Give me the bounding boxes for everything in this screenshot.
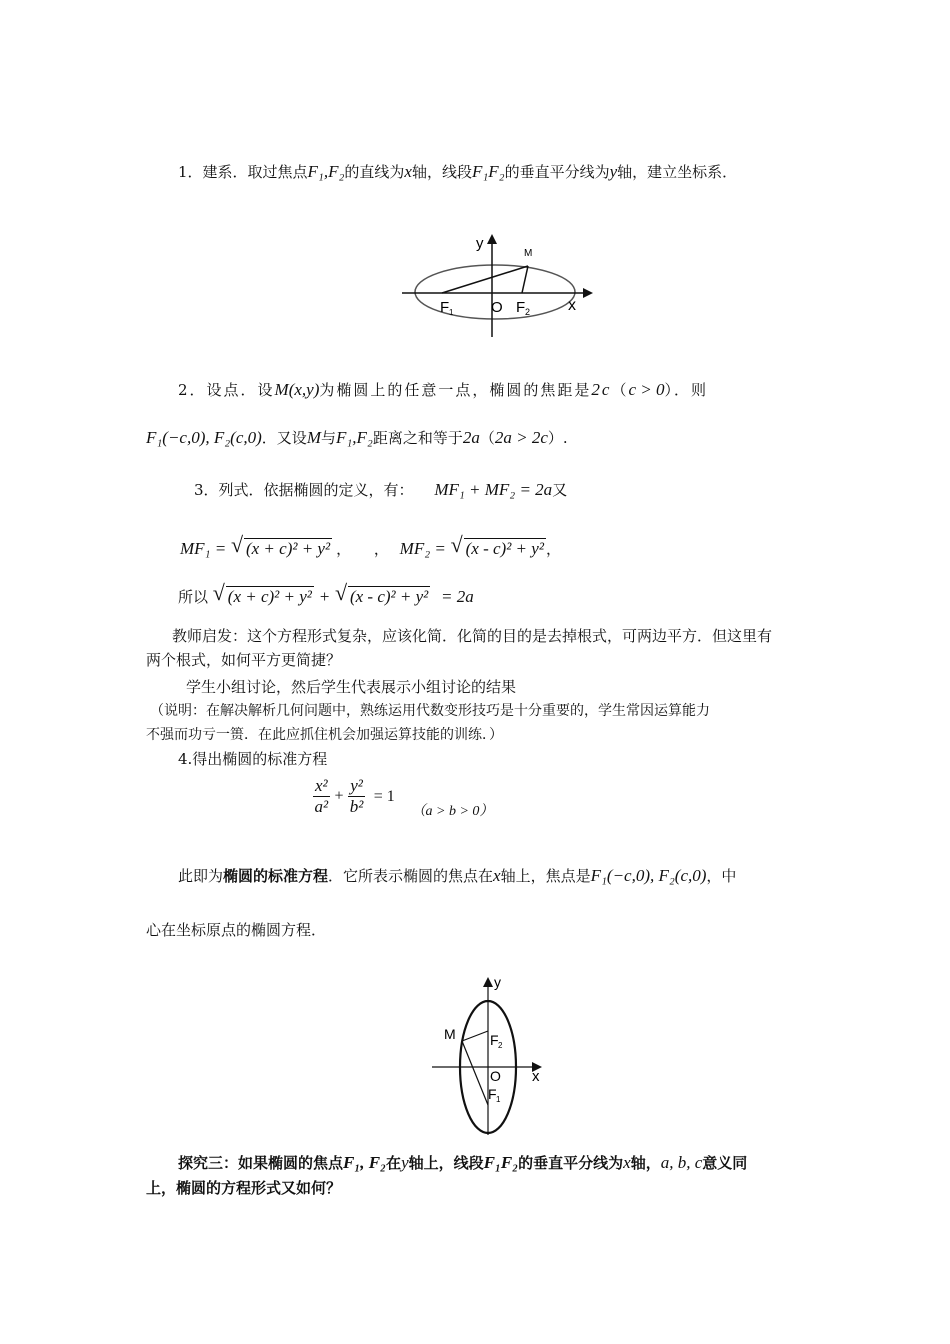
f1-sub: 1 [496,1095,501,1104]
radical-icon: √ [212,580,225,605]
x-var: x [404,162,412,181]
step2-line1 [178,380,708,400]
ellipse-figure-horizontal [400,232,600,342]
y-var: y [401,1153,409,1172]
segment-m-f2 [462,1031,488,1041]
foci-coordinates: F₁(−c,0), F₂(c,0) [146,428,262,447]
f2-sub: 2 [525,307,531,317]
std-text: ．它所表示椭圆的焦点在 [328,867,494,885]
radicand-2: (x - c)² + y² [465,539,544,558]
teacher-hint-line1: 教师启发：这个方程形式复杂，应该化简．化简的目的是去掉根式，可两边平方．但这里有 [172,627,773,645]
denominator-a2: a² [314,797,329,816]
note-line1: （说明：在解决解析几何问题中，熟练运用代数变形技巧是十分重要的，学生常因运算能力 [150,703,710,719]
step1-text: 轴，建立坐标系． [617,163,738,181]
mf2-label: MF₂ = [399,539,446,558]
o-label: O [490,1068,501,1084]
note-line2: 不强而功亏一篑．在此应抓住机会加强运算技能的训练．） [146,727,503,743]
sqrt-term-1 [212,580,314,607]
sqrt-mf2 [450,532,546,559]
explore-text: 轴上，线段 [408,1154,484,1172]
sqrt-term-2 [334,580,430,607]
step2-text: （ [479,429,495,447]
group-discussion: 学生小组讨论，然后学生代表展示小组讨论的结果 [186,678,517,696]
c-condition: c > 0 [628,380,665,399]
segment-label: F₁F₂ [471,162,505,181]
definition-equation: MF₁ + MF₂ = 2a [434,480,553,499]
segment-f1-m [442,266,528,293]
step3-you: 又 [552,481,568,499]
radicand-1: (x + c)² + y² [227,587,312,606]
foci-label: F₁,F₂ [307,162,345,181]
separator: ， [545,540,561,558]
step1-text: 的垂直平分线为 [504,163,610,181]
step2-text: 与 [320,429,336,447]
step1-line [178,162,737,182]
std-text: ，中 [706,867,737,885]
std-bold: 椭圆的标准方程 [223,867,329,885]
foci-label: F₁, F₂ [343,1153,387,1172]
x-arrow-icon [583,288,593,298]
sqrt-mf1 [230,532,332,559]
step3-line [194,480,567,500]
o-label: O [491,299,503,316]
foci-label: F₁,F₂ [336,428,373,447]
distance-formulas [180,532,561,559]
frac-y [348,776,365,817]
f2-sub: 2 [498,1041,503,1050]
segment-label: F₁F₂ [483,1153,519,1172]
f1-label: F [440,299,450,316]
explore-text: 在 [386,1154,402,1172]
x-var: x [623,1153,631,1172]
ellipse-figure-vertical [430,975,560,1135]
condition: （a > b > 0） [411,803,494,819]
separator: ， [373,540,389,558]
denominator-b2: b² [349,797,364,816]
radicand-2: (x - c)² + y² [349,587,429,606]
step1-text: 的直线为 [344,163,405,181]
x-var: x [493,866,501,885]
y-arrow-icon [483,977,493,987]
std-line2: 心在坐标原点的椭圆方程． [146,921,327,939]
frac-x [313,776,330,817]
y-var: y [609,162,618,181]
explore-line1 [178,1153,747,1173]
x-label: x [532,1068,540,1085]
numerator-x2: x² [315,776,328,795]
standard-equation [313,776,493,828]
sum-2a: 2a [462,428,480,447]
radical-icon: √ [334,580,348,605]
f2-label: F [516,299,526,316]
f1-label: F [488,1086,497,1102]
step2-text: （ [611,381,629,399]
m-label: M [524,248,533,259]
explore-text: 的垂直平分线为 [518,1154,624,1172]
step1-text: 1．建系．取过焦点 [178,163,308,181]
separator: ， [336,540,352,558]
f2-label: F [490,1032,499,1048]
step2-text: 为椭圆上的任意一点，椭圆的焦距是 [319,381,592,399]
step3-text: 3．列式．依据椭圆的定义，有： [194,481,414,499]
plus-sign: + [334,787,344,805]
focal-distance: 2c [591,380,612,399]
y-arrow-icon [487,234,497,244]
m-var: M [306,428,321,447]
teacher-hint-line2: 两个根式，如何平方更简捷？ [146,651,342,669]
plus-sign: + [318,587,331,606]
std-text: 轴上，焦点是 [500,867,591,885]
a-c-inequality: 2a > 2c [494,428,548,447]
std-text: 此即为 [178,867,224,885]
mf1-label: MF₁ = [180,539,227,558]
y-label: y [494,975,501,990]
explore-text: 意义同 [702,1154,748,1172]
sum-equation [178,580,474,607]
step2-text: 2．设点．设 [178,381,275,399]
equals-2a: = 2a [441,587,474,606]
segment-m-f1 [462,1041,488,1105]
f1-sub: 1 [449,308,454,317]
radical-icon: √ [230,532,244,557]
numerator-y2: y² [350,776,363,795]
abc-vars: a, b, c [660,1153,703,1172]
step2-text: 距离之和等于 [372,429,463,447]
point-m: M(x,y) [274,380,320,399]
m-label: M [444,1026,456,1042]
step4-title: 4.得出椭圆的标准方程 [178,750,328,768]
sum-prefix: 所以 [178,588,209,606]
step2-text: ）．则 [664,381,708,399]
explore-text: 轴， [630,1154,661,1172]
y-label: y [476,235,484,252]
segment-f2-m [522,266,528,293]
explore-text: 探究三：如果椭圆的焦点 [178,1154,344,1172]
step1-text: 轴，线段 [411,163,472,181]
radical-icon: √ [450,532,463,557]
radicand-1: (x + c)² + y² [245,539,331,558]
step2-text: ．又设 [261,429,307,447]
equals-one: = 1 [373,787,395,805]
x-label: x [568,297,576,314]
step2-text: ）. [547,429,568,447]
explore-line2: 上，椭圆的方程形式又如何？ [146,1179,342,1197]
foci-coordinates: F₁(−c,0), F₂(c,0) [590,866,707,885]
std-line1 [178,866,736,886]
step2-line2 [146,428,568,448]
